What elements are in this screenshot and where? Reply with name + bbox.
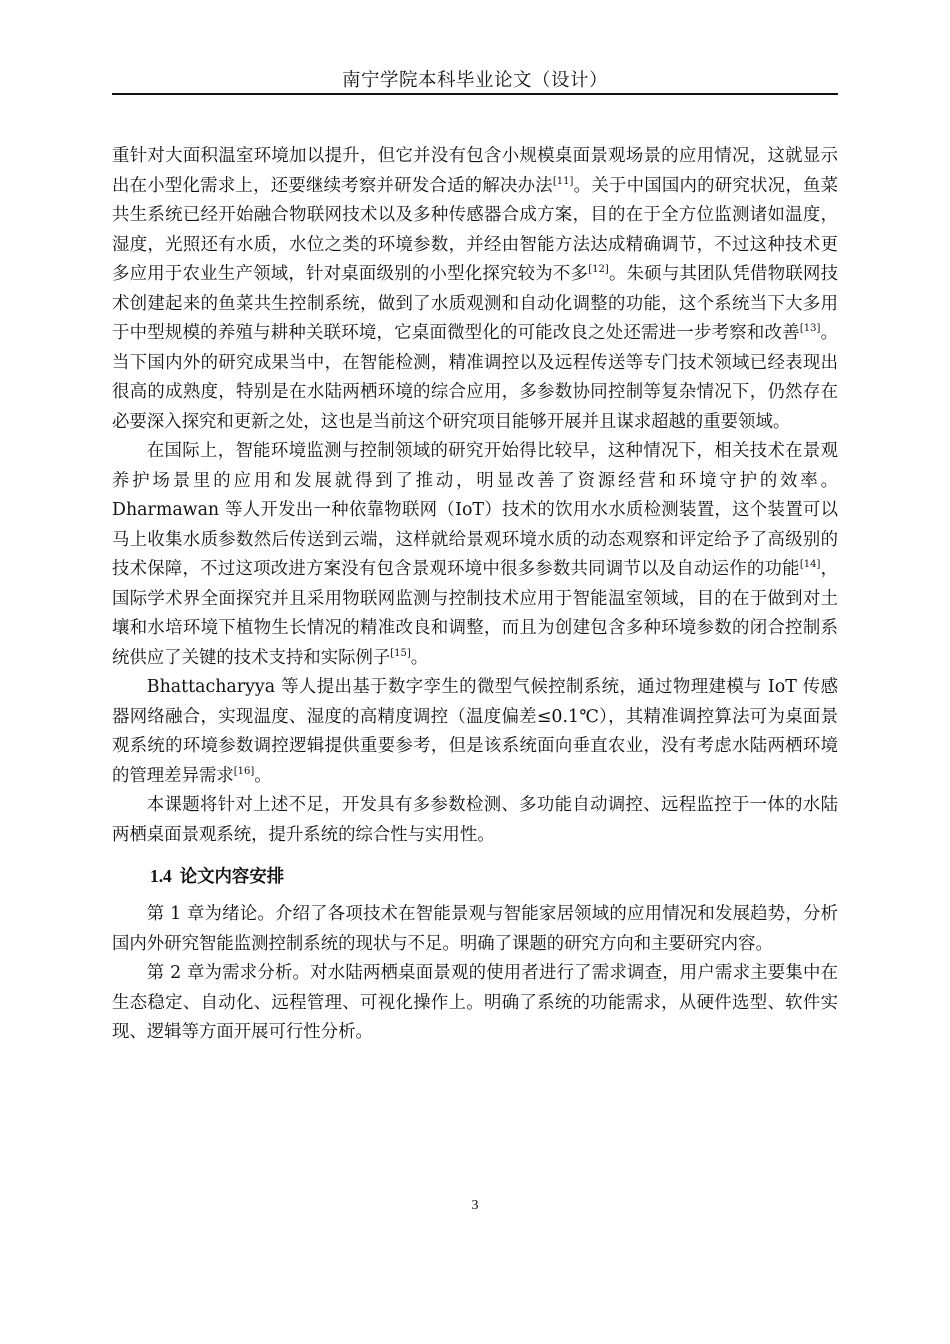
paragraph-4	[112, 791, 838, 850]
paragraph-text: 。	[410, 647, 429, 668]
paragraph-1	[112, 142, 838, 437]
paragraph-2	[112, 437, 838, 673]
paragraph-text: 。	[254, 765, 272, 786]
citation: [15]	[390, 647, 411, 659]
section-paragraph-1: 第 1 章为绪论。介绍了各项技术在智能景观与智能家居领域的应用情况和发展趋势，分析国内外研究智能监测控制系统的现状与不足。明确了课题的研究方向和主要研究内容。	[112, 904, 838, 954]
header-rule	[112, 93, 838, 95]
paragraph-text: 。当下国内外的研究成果当中，在智能检测，精准调控以及远程传送等专门技术领域已经表现出很高的成熟度，特别是在水陆两栖环境的综合应用，多参数协同控制等复杂情况下，仍然存在必要深入探究和更新之处，这也是当前这个研究项目能够开展并且谋求超越的重要领域。	[112, 323, 838, 432]
running-header: 南宁学院本科毕业论文（设计）	[341, 70, 608, 91]
paragraph-3	[112, 673, 838, 791]
citation: [14]	[799, 559, 821, 570]
section-number: 1.4	[150, 866, 172, 886]
section-paragraph-2: 第 2 章为需求分析。对水陆两栖桌面景观的使用者进行了需求调查，用户需求主要集中在生态稳定、自动化、远程管理、可视化操作上。明确了系统的功能需求，从硬件选型、软件实现、逻辑等方面开展可行性分析。	[112, 963, 838, 1042]
paragraph-text: 。朱硕与其团队凭借物联网技术创建起来的鱼菜共生控制系统，做到了水质观测和自动化调整的功能，这个系统当下大多用于中型规模的养殖与耕种关联环境，它桌面微型化的可能改良之处还需进一步考察和改善	[112, 264, 838, 343]
paragraph-text: ，国际学术界全面探究并且采用物联网监测与控制技术应用于智能温室领域，目的在于做到对土壤和水培环境下植物生长情况的精准改良和调整，而且为创建包含多种环境参数的闭合控制系统供应了关键的技术支持和实际例子	[112, 559, 838, 668]
paragraph-text: 本课题将针对上述不足，开发具有多参数检测、多功能自动调控、远程监控于一体的水陆两栖桌面景观系统，提升系统的综合性与实用性。	[112, 795, 838, 845]
page-number: 3	[471, 1198, 479, 1213]
section-heading	[112, 860, 838, 894]
body-text	[112, 142, 838, 1048]
citation: [13]	[799, 323, 821, 334]
paragraph-text: 重针对大面积温室环境加以提升，但它并没有包含小规模桌面景观场景的应用情况，这就显示出在小型化需求上，还要继续考察并研发合适的解决办法	[112, 146, 838, 196]
citation: [16]	[233, 765, 255, 777]
citation: [12]	[588, 264, 609, 275]
paragraph-text: 。关于中国国内的研究状况，鱼菜共生系统已经开始融合物联网技术以及多种传感器合成方案，目的在于全方位监测诸如温度，湿度，光照还有水质，水位之类的环境参数，并经由智能方法达成精确调节，不过这种技术更多应用于农业生产领域，针对桌面级别的小型化探究较为不多	[112, 175, 838, 284]
citation: [11]	[552, 175, 574, 187]
section-title: 论文内容安排	[179, 867, 285, 887]
paragraph-text: Bhattacharyya 等人提出基于数字孪生的微型气候控制系统，通过物理建模与 IoT 传感器网络融合，实现温度、湿度的高精度调控（温度偏差≤0.1℃），其精准调控算法可为桌面景观系统的环境参数调控逻辑提供重要参考，但是该系统面向垂直农业，没有考虑水陆两栖环境的管理差异需求	[112, 677, 838, 786]
paragraph-text: 在国际上，智能环境监测与控制领域的研究开始得比较早，这种情况下，相关技术在景观养护场景里的应用和发展就得到了推动，明显改善了资源经营和环境守护的效率。Dharmawan 等人开发出一种依靠物联网（IoT）技术的饮用水水质检测装置，这个装置可以马上收集水质参数然后传送到云端，这样就给景观环境水质的动态观察和评定给予了高级别的技术保障，不过这项改进方案没有包含景观环境中很多参数共同调节以及自动运作的功能	[112, 441, 838, 579]
